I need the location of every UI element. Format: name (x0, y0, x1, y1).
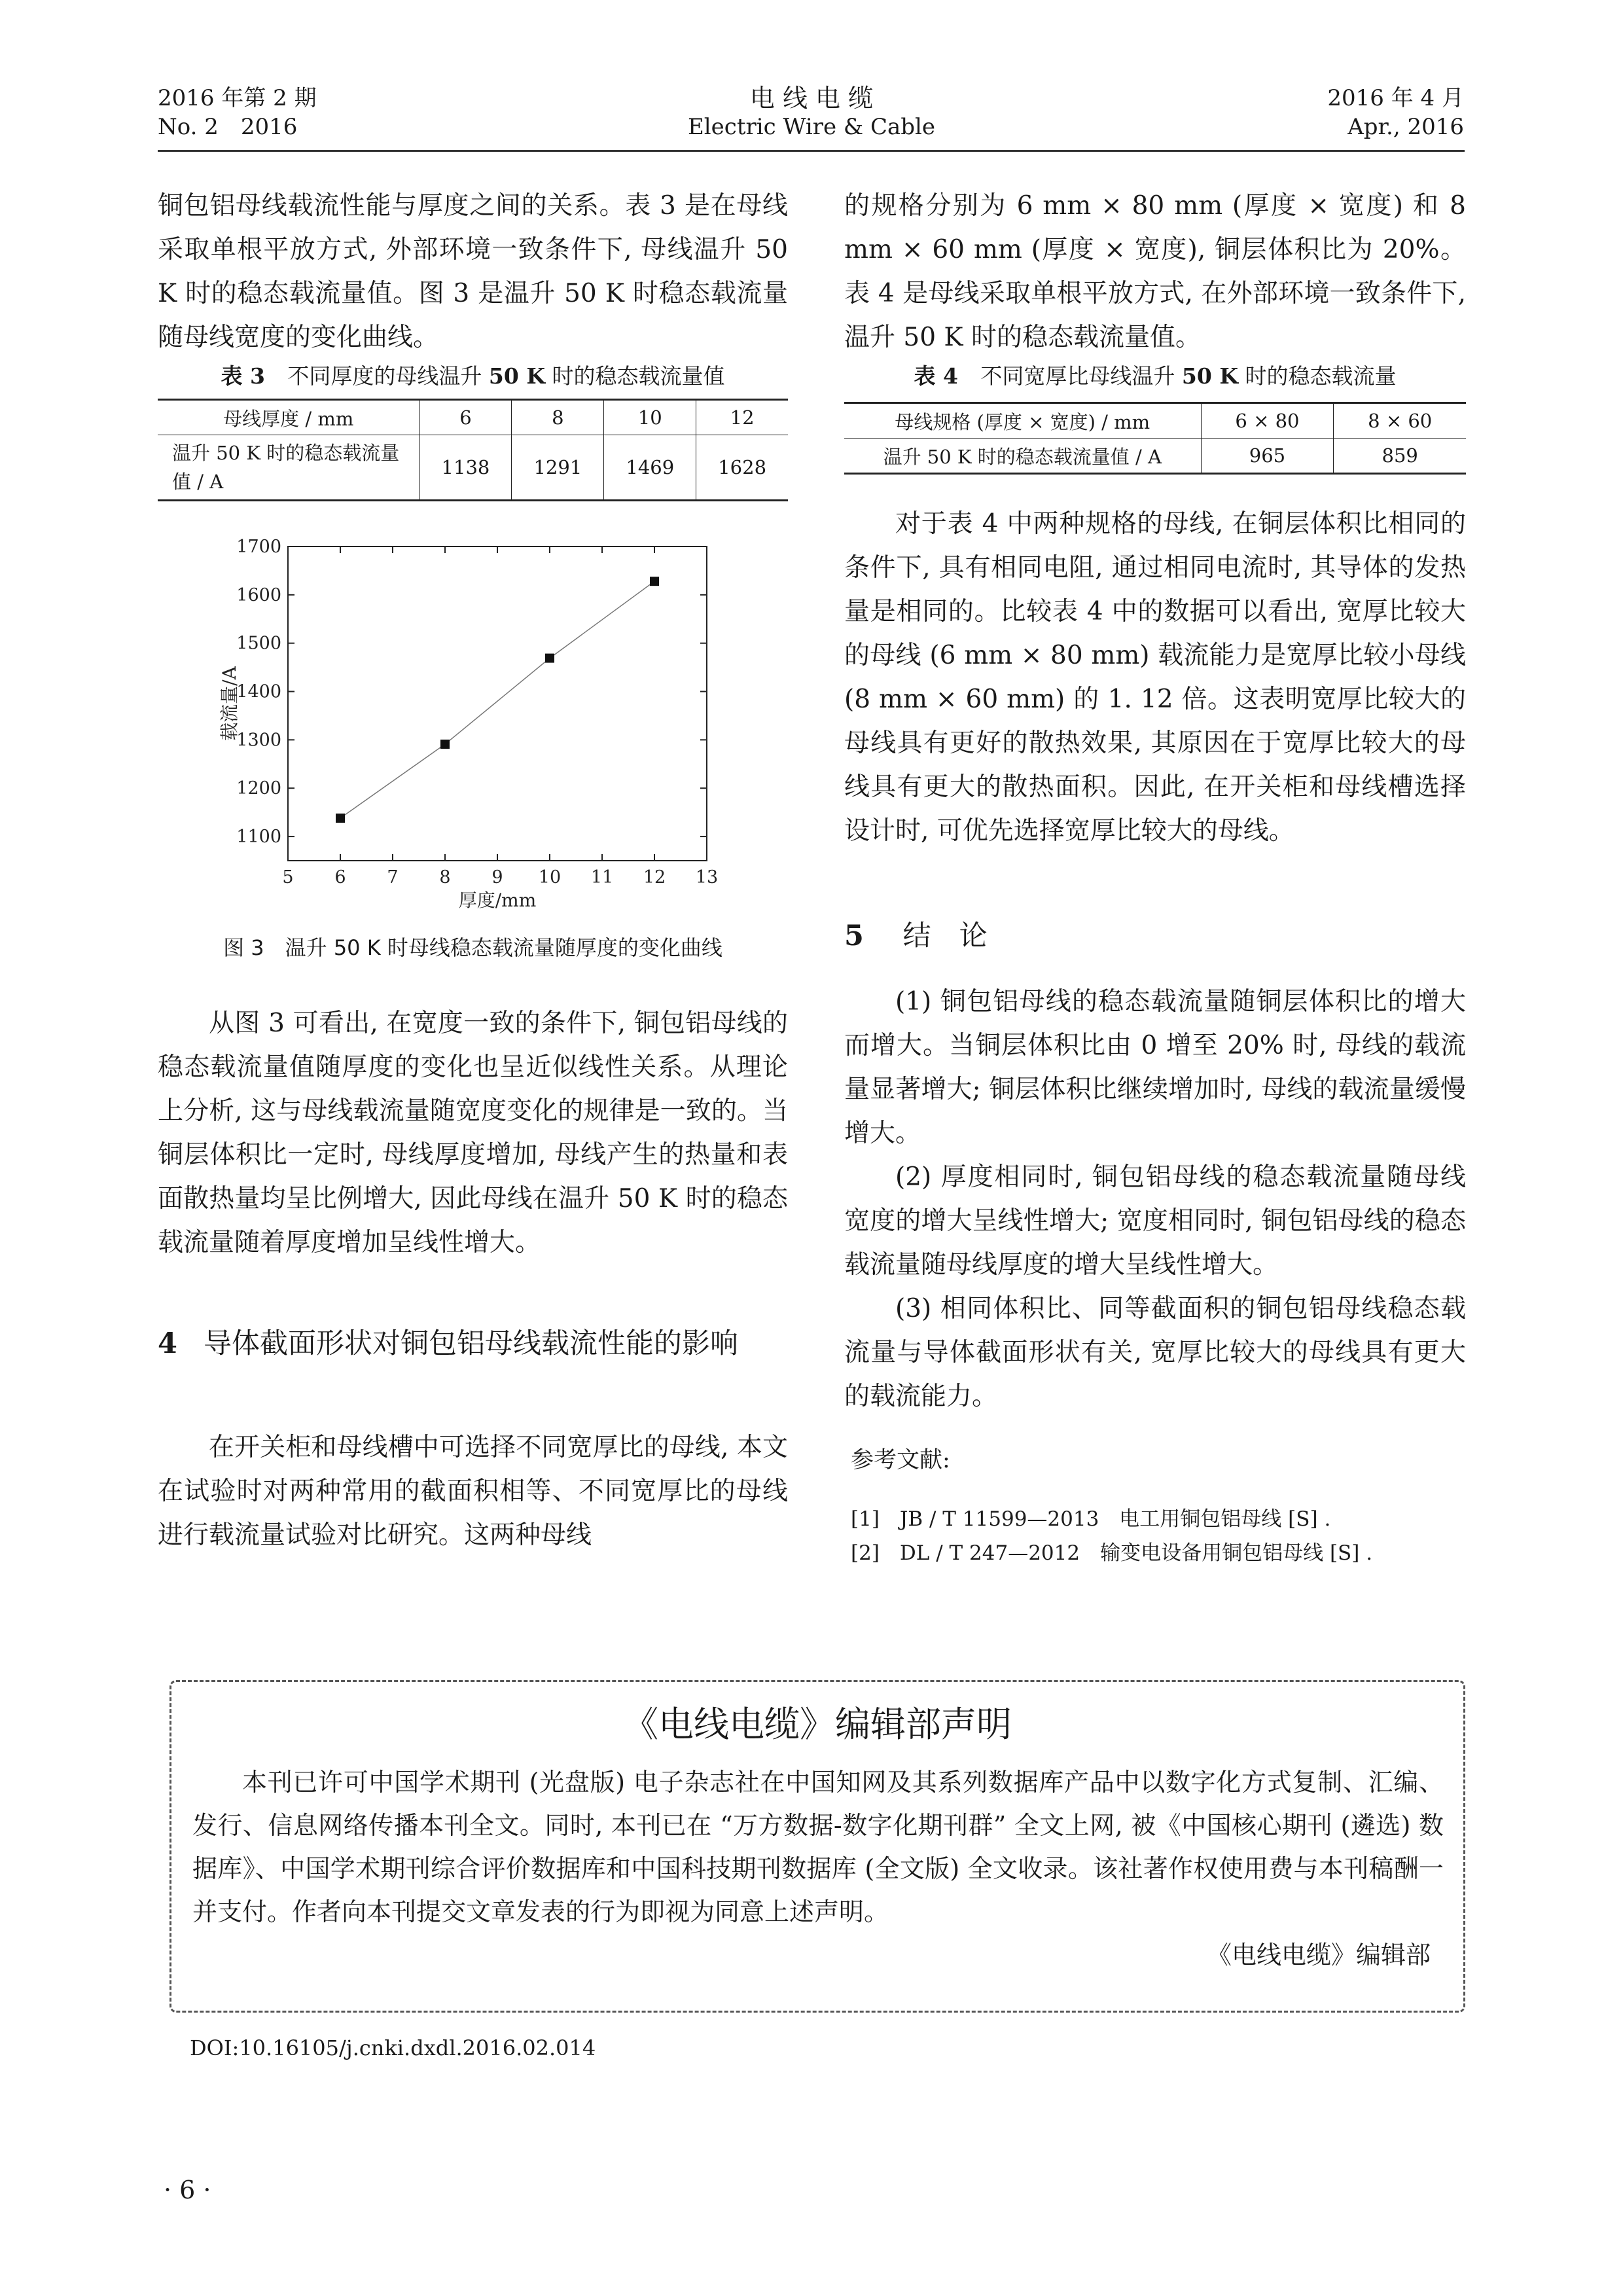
table3-value-cell: 1469 (604, 435, 696, 501)
notice-body-text: 本刊已许可中国学术期刊 (光盘版) 电子杂志社在中国知网及其系列数据库产品中以数字化方式复制、汇编、发行、信息网络传播本刊全文。同时, 本刊已在 “万方数据-数字化期刊群” 全文上网, 被《中国核心期刊 (遴选) 数据库》、中国学术期刊综合评价数据库和中国科技期刊数据库 (全文版) 全文收录。该社著作权使用费与本刊稿酬一并支付。作者向本刊提交文章发表的行为即视为同意上述声明。 (192, 1768, 1444, 1926)
conclusion-1: (1) 铜包铝母线的稳态载流量随铜层体积比的增大而增大。当铜层体积比由 0 增至 20% 时, 母线的载流量显著增大; 铜层体积比继续增加时, 母线的载流量缓慢增大。 (844, 987, 1466, 1148)
header-issue-en: No. 2 2016 (158, 114, 298, 140)
table4-caption-text: 不同宽厚比母线温升 (980, 363, 1175, 389)
table3-header-label: 母线厚度 / mm (158, 400, 419, 435)
table3-caption-text: 不同厚度的母线温升 (287, 363, 482, 389)
header-journal (681, 84, 942, 141)
conclusion-2: (2) 厚度相同时, 铜包铝母线的稳态载流量随母线宽度的增大呈线性增大; 宽度相同时, 铜包铝母线的稳态载流量随母线厚度的增大呈线性增大。 (844, 1162, 1466, 1280)
y-tick-label: 1100 (236, 827, 281, 848)
table4-value-cell: 859 (1334, 439, 1466, 474)
right-intro (844, 184, 1466, 359)
x-tick-label: 7 (387, 867, 399, 888)
x-tick-label: 11 (590, 867, 614, 888)
table3-caption-bold: 50 K (488, 363, 546, 389)
y-axis-label: 载流量/A (219, 666, 240, 741)
references-title: 参考文献: (851, 1447, 950, 1473)
y-tick-label: 1300 (236, 730, 281, 751)
table3 (158, 399, 788, 501)
left-para3 (158, 1426, 788, 1557)
table4-row-label: 温升 50 K 时的稳态载流量值 / A (844, 439, 1201, 474)
table3-header-cell: 6 (419, 400, 512, 435)
table4-header-row (844, 403, 1466, 439)
notice-signature: 《电线电缆》编辑部 (1206, 1941, 1431, 1969)
section4-heading (158, 1321, 788, 1366)
doi: DOI:10.16105/j.cnki.dxdl.2016.02.014 (190, 2036, 596, 2060)
conclusions (844, 980, 1466, 1418)
table3-header-cell: 12 (696, 400, 788, 435)
y-tick-label: 1400 (236, 681, 281, 702)
y-tick-label: 1700 (236, 537, 281, 557)
data-point (336, 814, 345, 823)
header-journal-cn: 电 线 电 缆 (749, 84, 874, 113)
table4-header-cell: 8 × 60 (1334, 403, 1466, 439)
left-intro-text: 铜包铝母线载流性能与厚度之间的关系。表 3 是在母线采取单根平放方式, 外部环境一致条件下, 母线温升 50 K 时的稳态载流量值。图 3 是温升 50 K 时稳态载流量随母线宽度的变化曲线。 (158, 191, 788, 352)
header-date (1327, 84, 1464, 141)
x-tick-label: 9 (491, 867, 503, 888)
header-rule (158, 150, 1465, 152)
table4-caption-tail: 时的稳态载流量 (1245, 363, 1397, 389)
header-issue-cn: 2016 年第 2 期 (158, 85, 317, 111)
x-tick-label: 10 (538, 867, 562, 888)
reference-item: [2] DL / T 247—2012 输变电设备用铜包铝母线 [S] . (851, 1541, 1373, 1565)
table4-caption-bold: 50 K (1181, 363, 1239, 389)
reference-item: [1] JB / T 11599—2013 电工用铜包铝母线 [S] . (851, 1507, 1331, 1531)
right-intro-text: 的规格分别为 6 mm × 80 mm (厚度 × 宽度) 和 8 mm × 60 mm (厚度 × 宽度), 铜层体积比为 20%。表 4 是母线采取单根平放方式, 在外部环境一致条件下, 温升 50 K 时的稳态载流量值。 (844, 191, 1466, 352)
table3-caption-num: 表 3 (221, 363, 265, 389)
table3-header-cell: 8 (512, 400, 604, 435)
header-journal-en: Electric Wire & Cable (687, 114, 936, 140)
table4-header-label: 母线规格 (厚度 × 宽度) / mm (844, 403, 1201, 439)
table4-value-row (844, 439, 1466, 474)
section5-heading (844, 914, 1466, 958)
editorial-notice-box (169, 1680, 1465, 2013)
data-point (440, 740, 450, 749)
table4-header-cell: 6 × 80 (1201, 403, 1334, 439)
table4-caption-num: 表 4 (914, 363, 958, 389)
table3-caption (158, 359, 788, 390)
table4-caption (844, 359, 1466, 390)
table3-value-cell: 1291 (512, 435, 604, 501)
chart-layer (219, 537, 718, 911)
table3-value-row (158, 435, 788, 501)
header-issue (158, 84, 317, 141)
left-para2 (158, 1001, 788, 1265)
x-tick-label: 6 (334, 867, 346, 888)
series-line (340, 581, 654, 818)
table3-value-cell: 1628 (696, 435, 788, 501)
y-tick-label: 1500 (236, 633, 281, 654)
table3-caption-tail: 时的稳态载流量值 (552, 363, 725, 389)
data-point (650, 577, 659, 586)
data-point (545, 654, 554, 663)
left-para3-text: 在开关柜和母线槽中可选择不同宽厚比的母线, 本文在试验时对两种常用的截面积相等、不同宽厚比的母线进行载流量试验对比研究。这两种母线 (158, 1433, 788, 1550)
section4-title: 导体截面形状对铜包铝母线载流性能的影响 (204, 1327, 738, 1360)
section5-number: 5 (844, 920, 864, 952)
table3-row-label: 温升 50 K 时的稳态载流量值 / A (158, 435, 419, 501)
section4-number: 4 (158, 1327, 177, 1360)
right-para2 (844, 502, 1466, 853)
table3-value-cell: 1138 (419, 435, 512, 501)
figure3-chart (196, 527, 746, 920)
x-tick-label: 12 (643, 867, 666, 888)
y-tick-label: 1600 (236, 584, 281, 605)
figure3-caption: 图 3 温升 50 K 时母线稳态载流量随厚度的变化曲线 (223, 935, 722, 960)
x-axis-label: 厚度/mm (458, 889, 537, 911)
x-tick-label: 5 (282, 867, 294, 888)
left-intro (158, 184, 788, 359)
conclusion-3: (3) 相同体积比、同等截面积的铜包铝母线稳态载流量与导体截面形状有关, 宽厚比较大的母线具有更大的载流能力。 (844, 1294, 1466, 1411)
table4-value-cell: 965 (1201, 439, 1334, 474)
x-tick-label: 13 (695, 867, 719, 888)
section5-title: 结 论 (902, 920, 988, 952)
table3-header-cell: 10 (604, 400, 696, 435)
notice-title: 《电线电缆》编辑部声明 (623, 1704, 1012, 1745)
page-number: · 6 · (164, 2176, 211, 2204)
table4 (844, 402, 1466, 475)
x-tick-label: 8 (439, 867, 451, 888)
plot-frame (288, 547, 707, 861)
left-para2-text: 从图 3 可看出, 在宽度一致的条件下, 铜包铝母线的稳态载流量值随厚度的变化也呈近似线性关系。从理论上分析, 这与母线载流量随宽度变化的规律是一致的。当铜层体积比一定时, 母线厚度增加, 母线产生的热量和表面散热量均呈比例增大, 因此母线在温升 50 K 时的稳态载流量随着厚度增加呈线性增大。 (158, 1009, 788, 1257)
y-tick-label: 1200 (236, 778, 281, 799)
references-list (851, 1502, 1466, 1570)
table3-header-row (158, 400, 788, 435)
right-para2-text: 对于表 4 中两种规格的母线, 在铜层体积比相同的条件下, 具有相同电阻, 通过相同电流时, 其导体的发热量是相同的。比较表 4 中的数据可以看出, 宽厚比较大的母线 (6 mm × 80 mm) 载流能力是宽厚比较小母线 (8 mm × 60 mm) 的 1. 12 倍。这表明宽厚比较大的母线具有更好的散热效果, 其原因在于宽厚比较大的母线具有更大的散热面积。因此, 在开关柜和母线槽选择设计时, 可优先选择宽厚比较大的母线。 (844, 509, 1466, 846)
header-date-en: Apr., 2016 (1347, 114, 1464, 140)
notice-body (192, 1761, 1444, 1977)
header-date-cn: 2016 年 4 月 (1327, 85, 1464, 111)
